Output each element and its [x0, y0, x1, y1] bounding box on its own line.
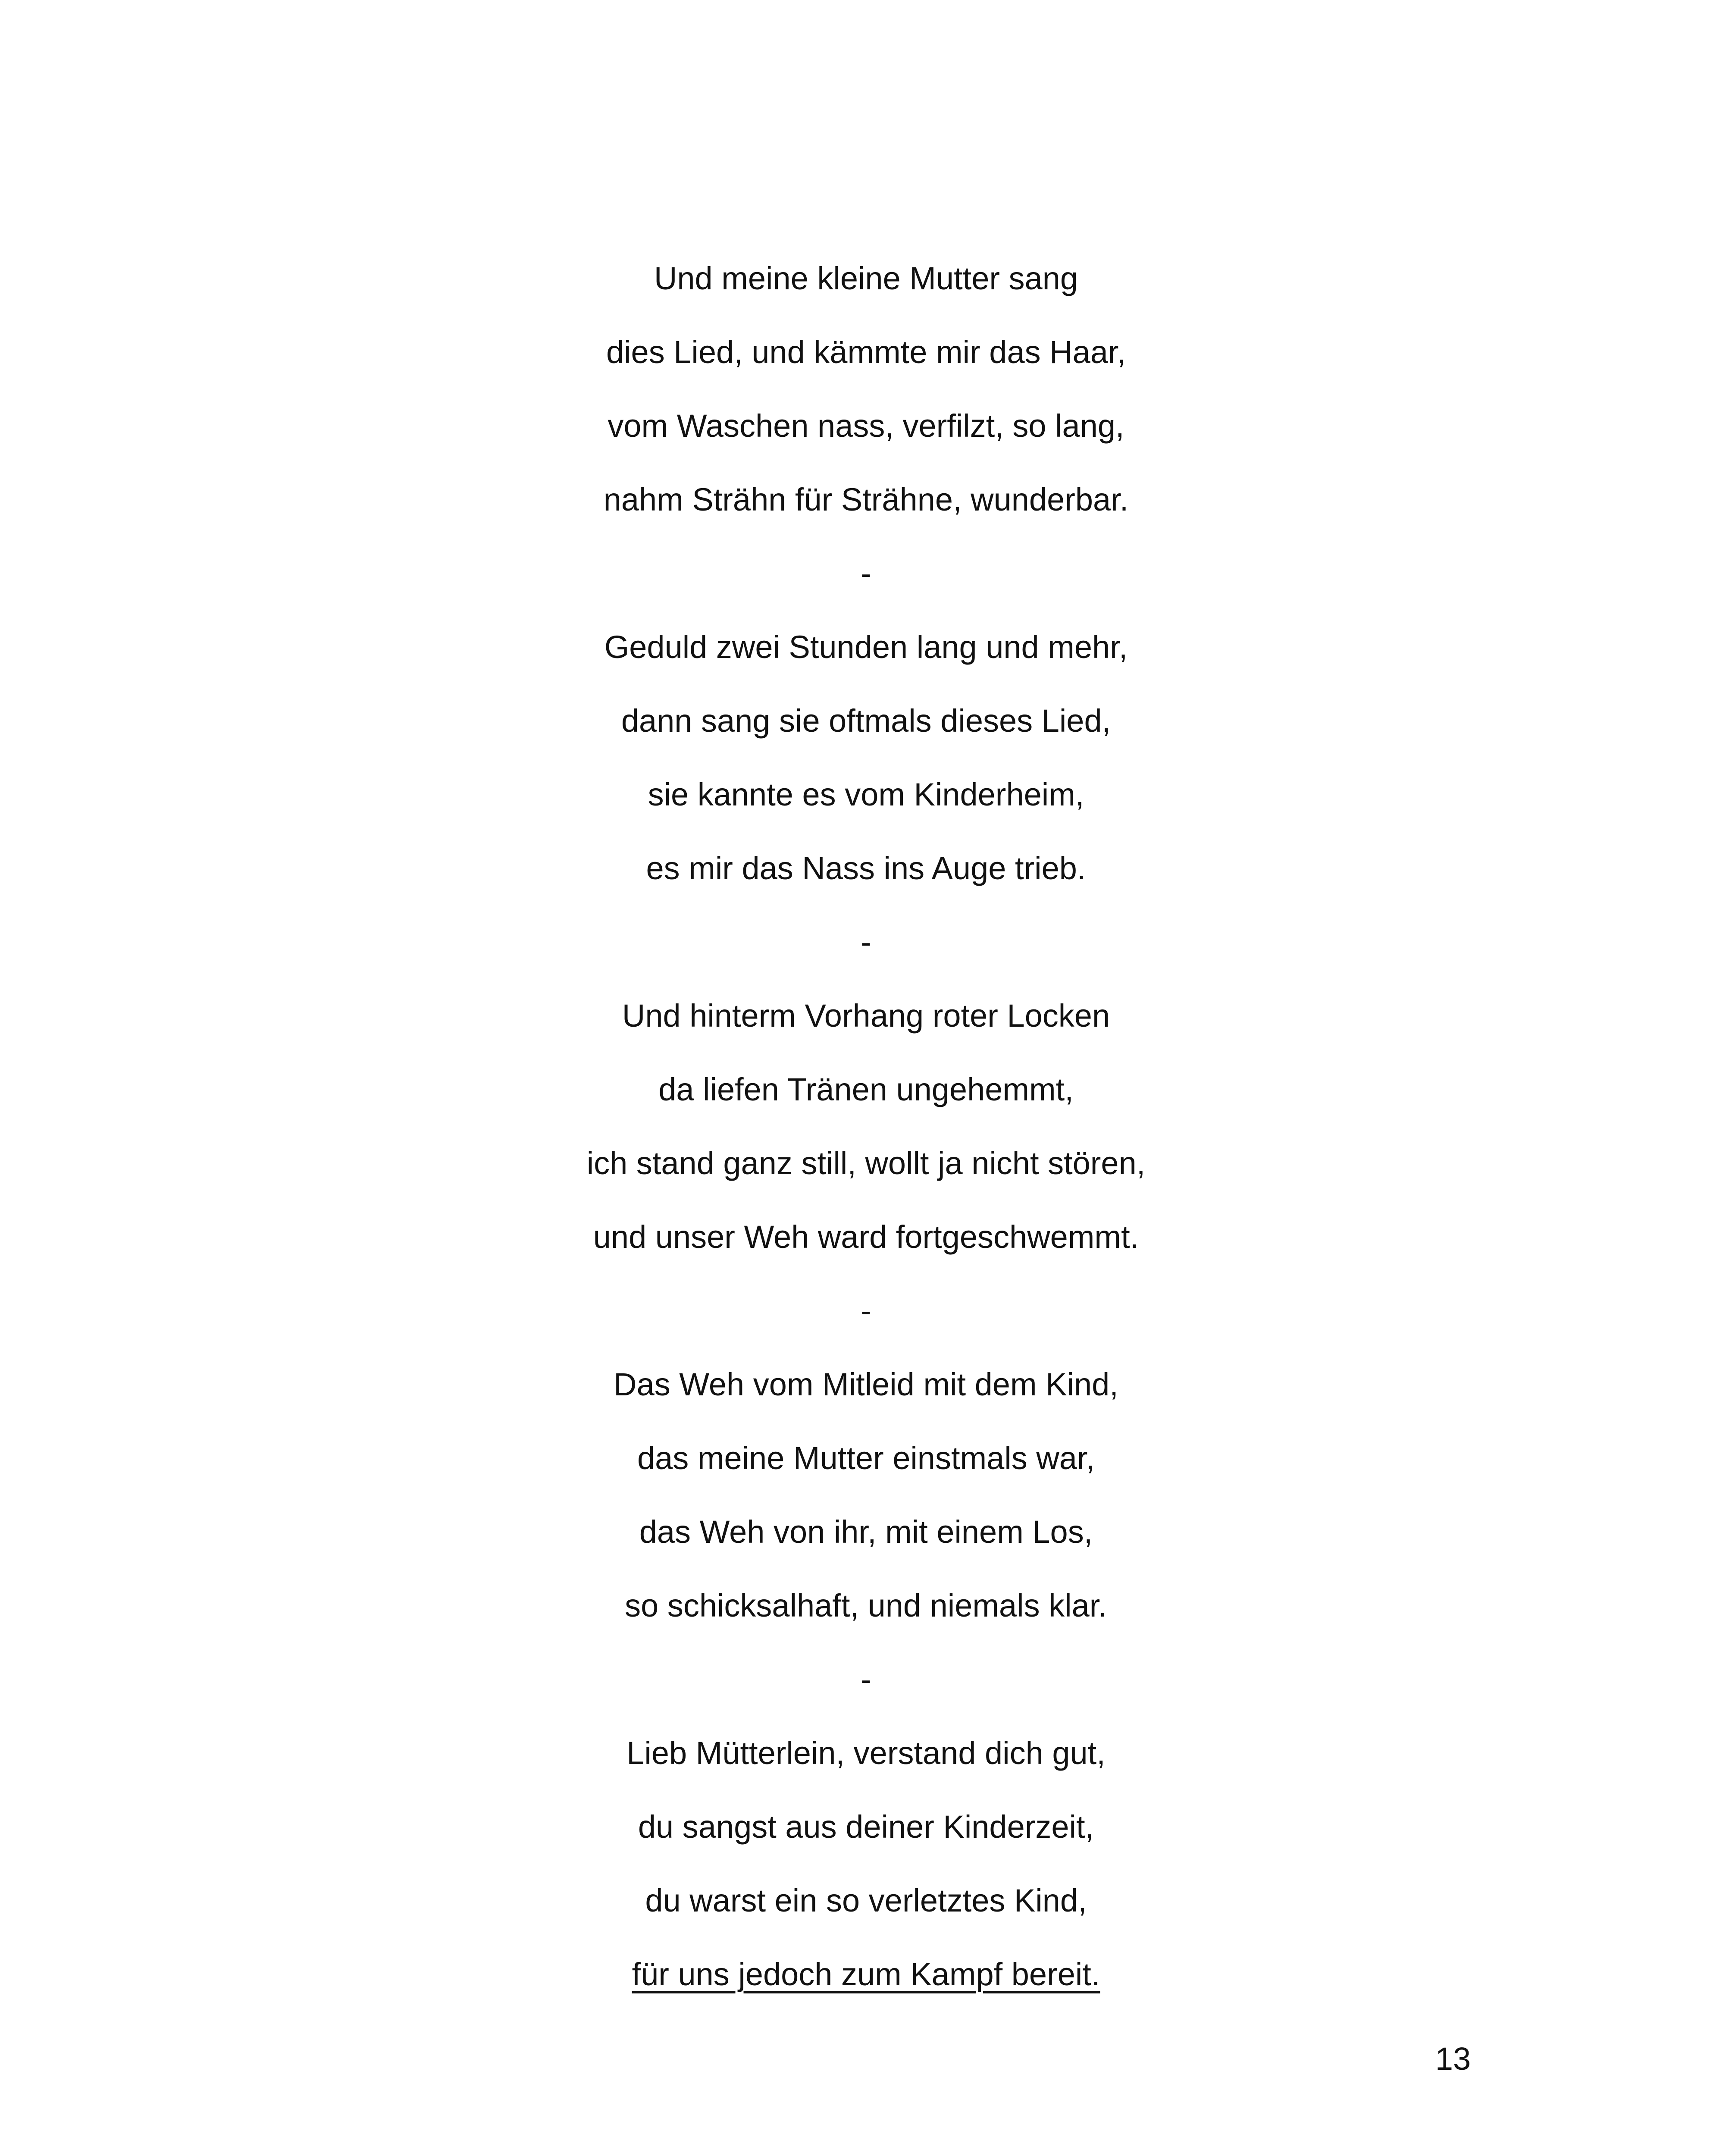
- poem-line: so schicksalhaft, und niemals klar.: [625, 1588, 1107, 1623]
- poem-line: Und meine kleine Mutter sang: [654, 260, 1078, 296]
- poem-line: nahm Strähn für Strähne, wunderbar.: [603, 482, 1129, 517]
- poem-line: du sangst aus deiner Kinderzeit,: [638, 1809, 1094, 1845]
- poem-line: Geduld zwei Stunden lang und mehr,: [604, 629, 1128, 665]
- poem-line: ich stand ganz still, wollt ja nicht stören,: [586, 1145, 1146, 1181]
- poem-line: es mir das Nass ins Auge trieb.: [646, 850, 1086, 886]
- stanza-separator: -: [861, 555, 871, 591]
- poem-line: und unser Weh ward fortgeschwemmt.: [593, 1219, 1139, 1255]
- poem-line: sie kannte es vom Kinderheim,: [648, 777, 1084, 812]
- poem-line: da liefen Tränen ungehemmt,: [658, 1072, 1074, 1107]
- poem-line: vom Waschen nass, verfilzt, so lang,: [608, 408, 1124, 444]
- poem-line: dann sang sie oftmals dieses Lied,: [621, 703, 1111, 739]
- poem-line: Das Weh vom Mitleid mit dem Kind,: [614, 1366, 1118, 1402]
- poem-line: Und hinterm Vorhang roter Locken: [622, 998, 1110, 1034]
- poem-line: das meine Mutter einstmals war,: [637, 1440, 1095, 1476]
- page-number: 13: [1435, 2041, 1471, 2077]
- stanza-separator: -: [861, 924, 871, 960]
- stanza-separator: -: [861, 1293, 871, 1329]
- poem-text: [0, 241, 1732, 2011]
- poem-line: Lieb Mütterlein, verstand dich gut,: [626, 1735, 1106, 1771]
- stanza-separator: -: [861, 1661, 871, 1697]
- poem-line: dies Lied, und kämmte mir das Haar,: [606, 334, 1126, 370]
- poem-line-underlined: für uns jedoch zum Kampf bereit.: [632, 1956, 1100, 1992]
- poem-line: du warst ein so verletztes Kind,: [645, 1883, 1087, 1918]
- poem-line: das Weh von ihr, mit einem Los,: [639, 1514, 1093, 1550]
